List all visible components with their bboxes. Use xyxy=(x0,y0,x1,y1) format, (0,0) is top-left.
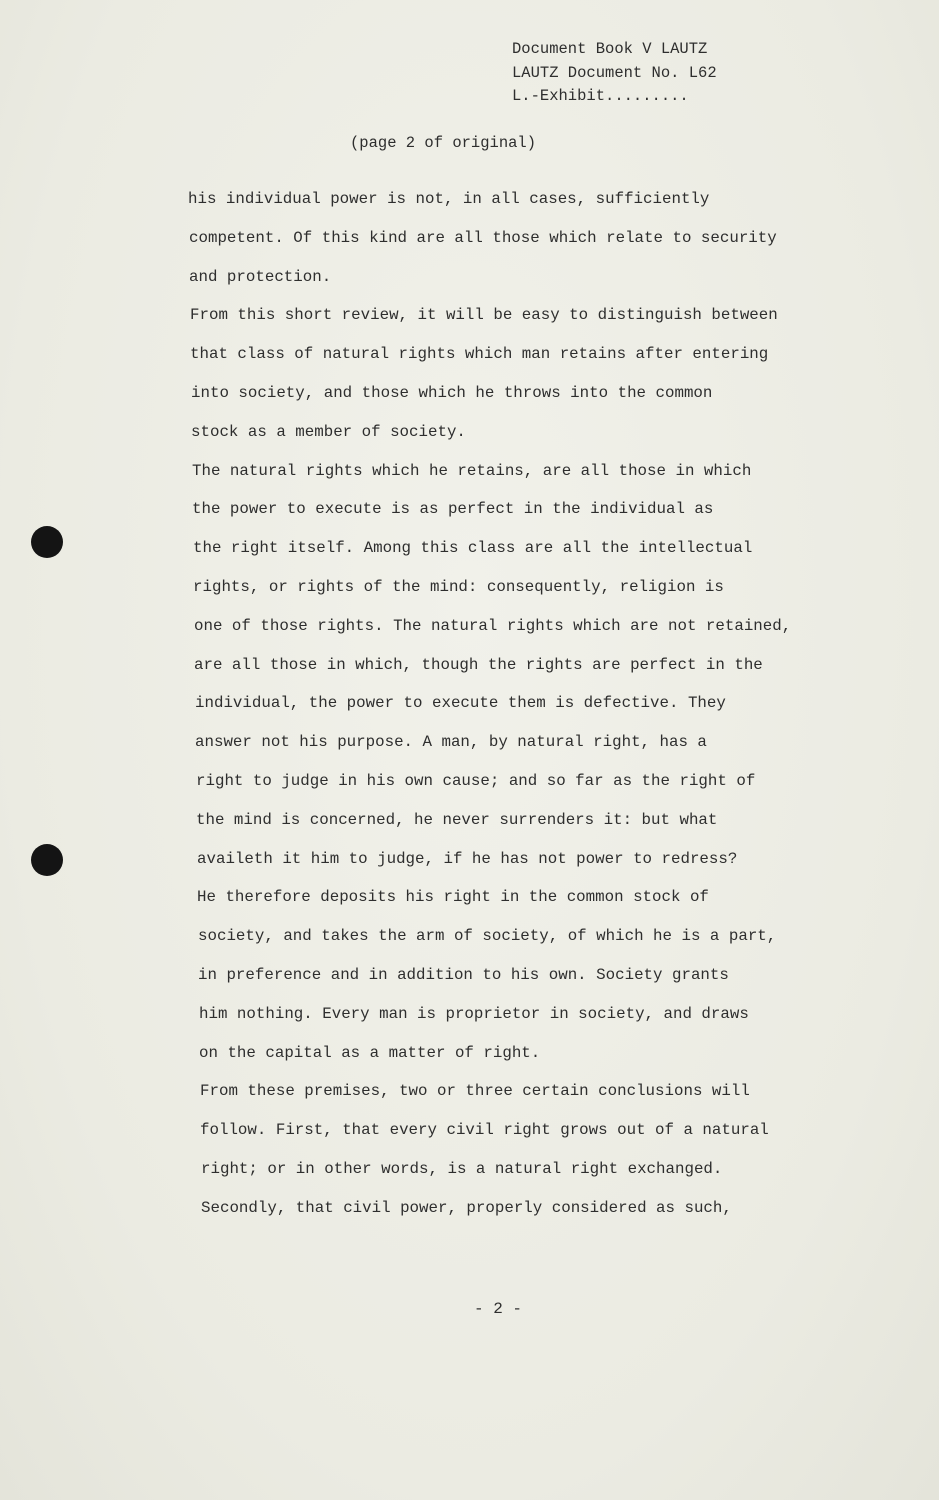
body-line: From this short review, it will be easy to distinguish between xyxy=(190,306,778,325)
body-line: stock as a member of society. xyxy=(191,422,466,441)
body-line: answer not his purpose. A man, by natural right, has a xyxy=(195,733,707,752)
body-line: one of those rights. The natural rights which are not retained, xyxy=(194,616,792,635)
header-line: LAUTZ Document No. L62 xyxy=(512,63,717,82)
header-line: Document Book V LAUTZ xyxy=(512,40,708,58)
body-line: competent. Of this kind are all those which relate to security xyxy=(189,228,777,247)
page-subtitle: (page 2 of original) xyxy=(350,134,537,152)
body-line: the mind is concerned, he never surrenders it: but what xyxy=(196,810,718,829)
document-body xyxy=(188,180,828,1228)
body-line: availeth it him to judge, if he has not power to redress? xyxy=(197,849,738,868)
body-line: on the capital as a matter of right. xyxy=(199,1043,541,1062)
body-line: society, and takes the arm of society, of which he is a part, xyxy=(198,927,777,946)
body-line: rights, or rights of the mind: consequently, religion is xyxy=(193,577,724,596)
body-line: into society, and those which he throws into the common xyxy=(191,383,713,402)
body-line: and protection. xyxy=(189,267,332,286)
body-line: the right itself. Among this class are all the intellectual xyxy=(193,539,753,558)
body-line: From these premises, two or three certain conclusions will xyxy=(200,1082,750,1101)
page-number: - 2 - xyxy=(474,1300,523,1318)
document-header xyxy=(512,38,717,109)
body-line: right; or in other words, is a natural right exchanged. xyxy=(201,1159,723,1178)
body-line: right to judge in his own cause; and so far as the right of xyxy=(196,771,756,790)
header-line: L.-Exhibit......... xyxy=(512,87,689,105)
body-line: his individual power is not, in all cases, sufficiently xyxy=(188,190,710,208)
body-line: the power to execute is as perfect in the individual as xyxy=(192,500,714,519)
body-line: him nothing. Every man is proprietor in society, and draws xyxy=(199,1004,749,1023)
body-line: He therefore deposits his right in the common stock of xyxy=(197,888,709,907)
body-line: in preference and in addition to his own. Society grants xyxy=(198,965,729,984)
body-line: that class of natural rights which man retains after entering xyxy=(190,345,769,364)
body-line: individual, the power to execute them is defective. They xyxy=(195,694,726,713)
body-line: follow. First, that every civil right grows out of a natural xyxy=(200,1121,769,1140)
body-line: Secondly, that civil power, properly considered as such, xyxy=(201,1198,732,1217)
body-line: The natural rights which he retains, are all those in which xyxy=(192,461,752,480)
punch-hole xyxy=(31,526,63,558)
punch-hole xyxy=(31,844,63,876)
body-line: are all those in which, though the rights are perfect in the xyxy=(194,655,763,674)
